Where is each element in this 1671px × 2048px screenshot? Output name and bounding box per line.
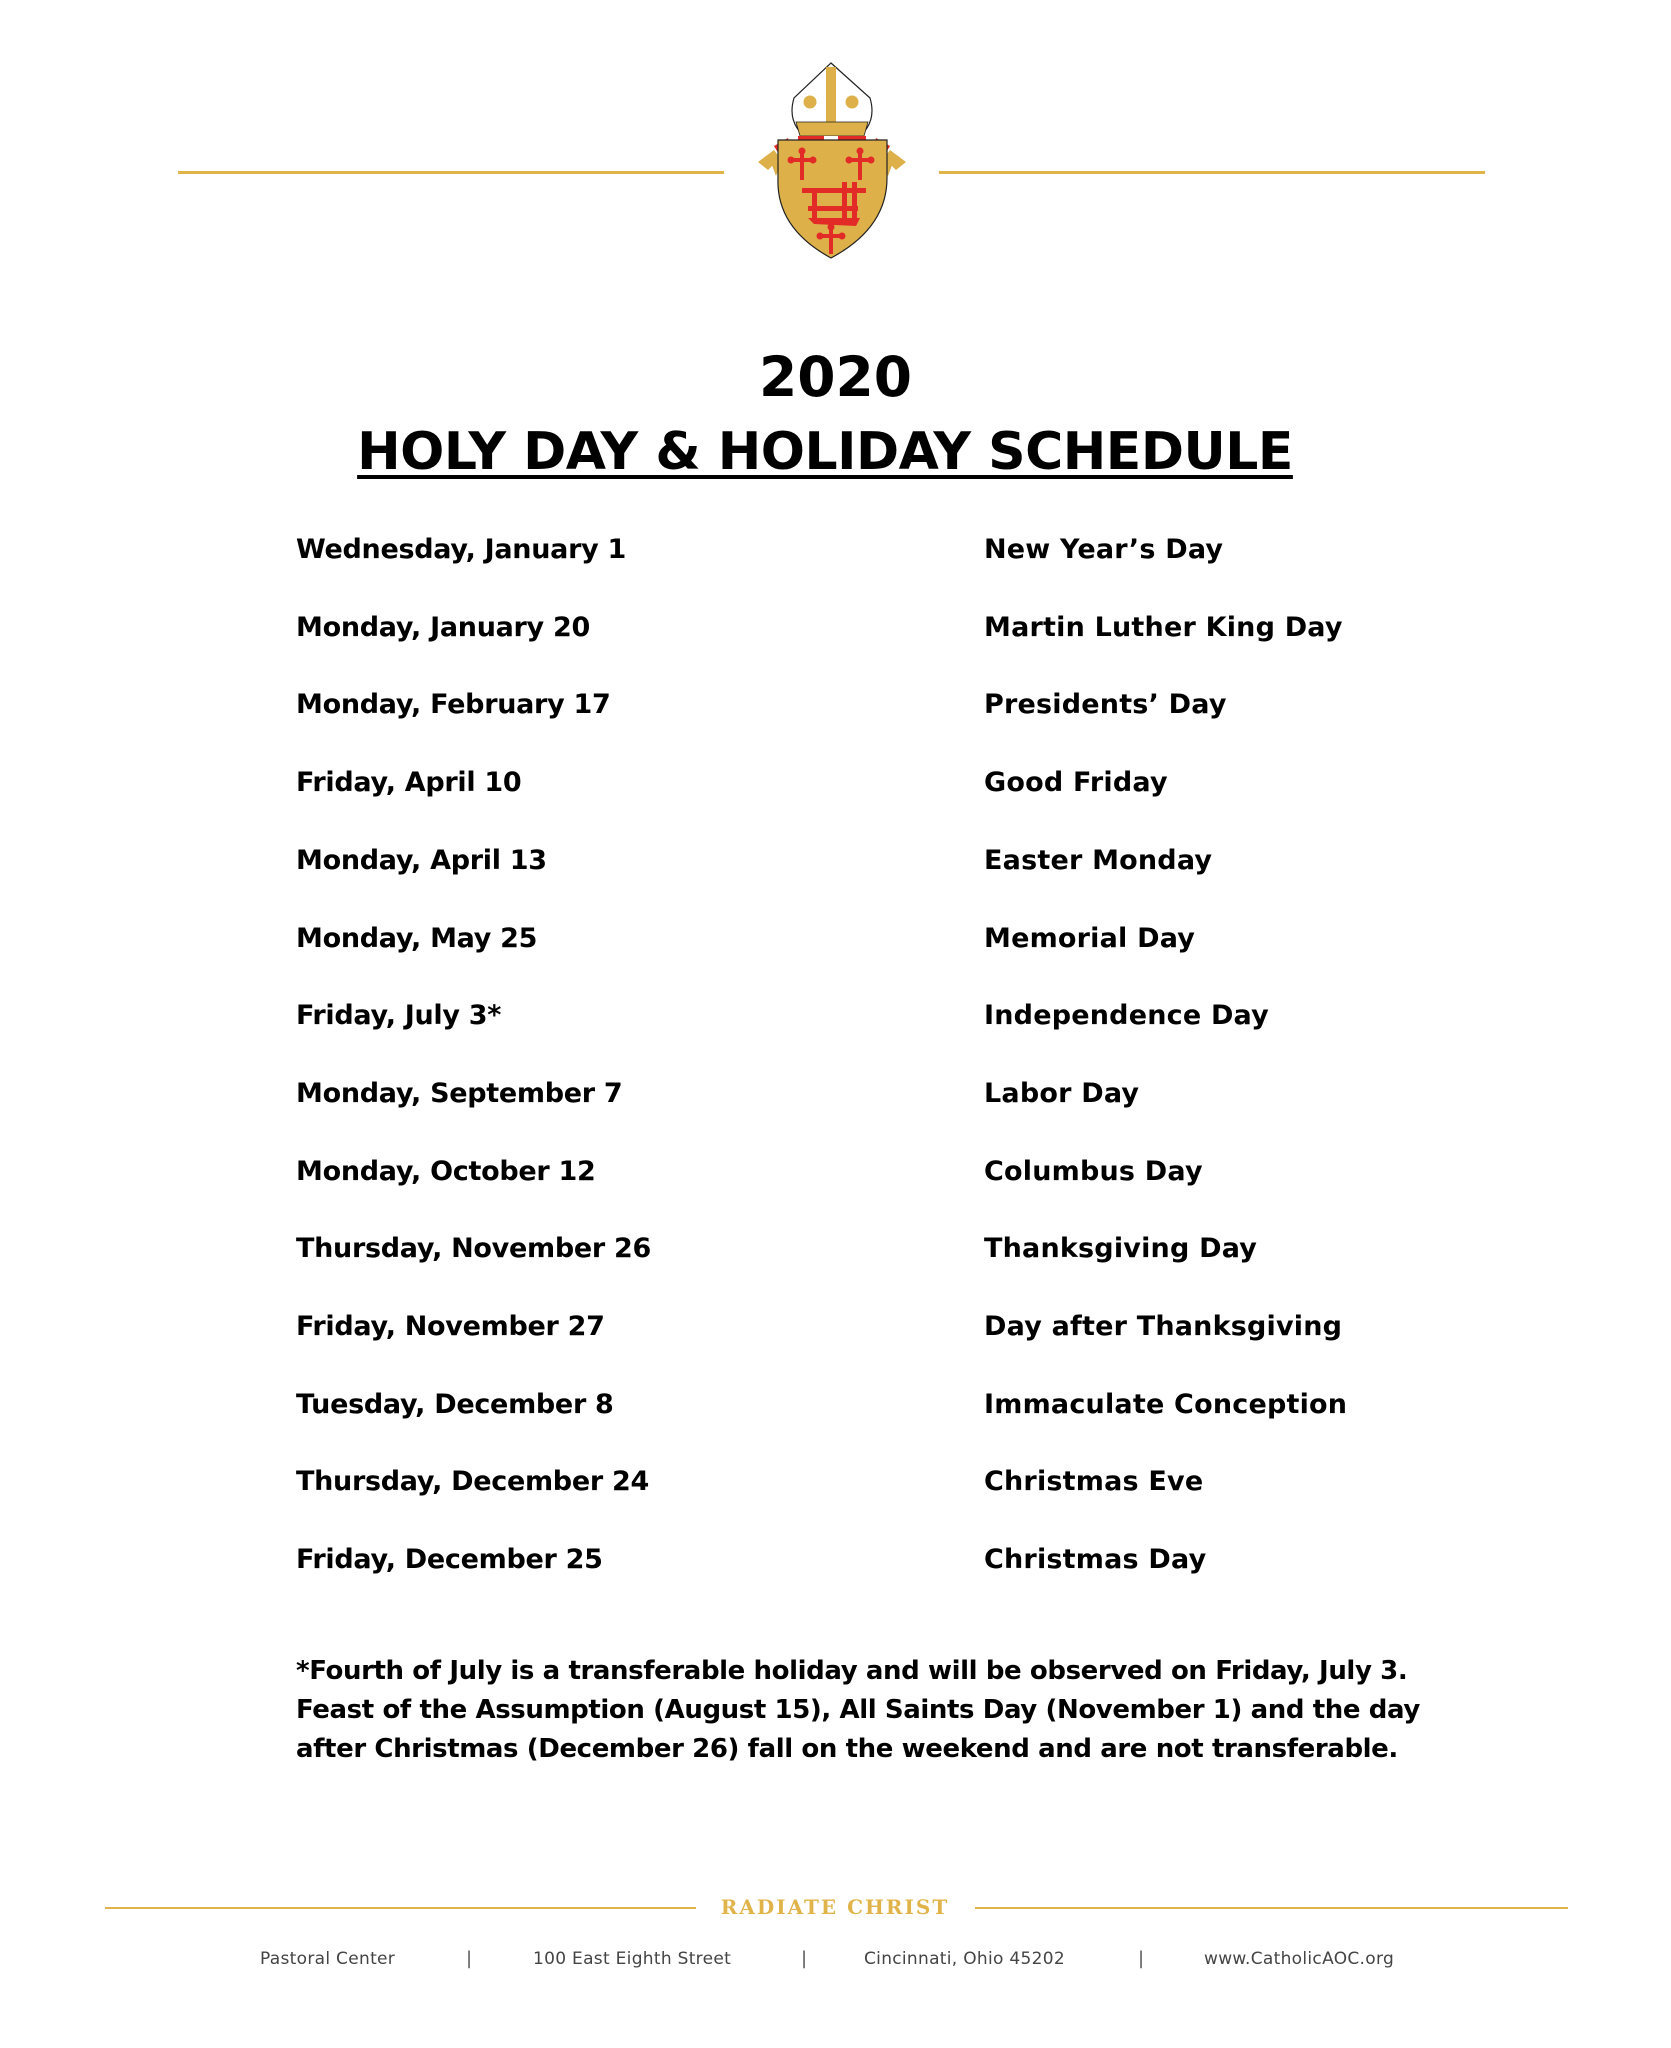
- footer-city-state-zip: Cincinnati, Ohio 45202: [864, 1949, 1065, 1969]
- schedule-row: [296, 685, 1496, 725]
- schedule-holiday: Presidents’ Day: [984, 689, 1227, 721]
- schedule-holiday: Memorial Day: [984, 922, 1196, 954]
- archdiocese-crest-icon: [752, 58, 912, 262]
- schedule-holiday: Independence Day: [984, 1000, 1269, 1032]
- schedule-date: Monday, April 13: [296, 844, 547, 876]
- footer-divider-right: [975, 1907, 1568, 1909]
- footer-website-link[interactable]: www.CatholicAOC.org: [1204, 1949, 1395, 1969]
- footer-separator: |: [466, 1948, 473, 1969]
- schedule-row: [296, 763, 1496, 803]
- schedule-date: Friday, November 27: [296, 1311, 605, 1342]
- footer-separator: |: [801, 1948, 808, 1969]
- footer-motto: RADIATE CHRIST: [720, 1895, 950, 1919]
- schedule-holiday: Thanksgiving Day: [984, 1233, 1258, 1265]
- schedule-date: Monday, February 17: [296, 689, 611, 721]
- schedule-row: [296, 841, 1496, 881]
- schedule-holiday: Labor Day: [984, 1077, 1140, 1109]
- schedule-date: Monday, May 25: [296, 922, 538, 954]
- footer-divider-left: [105, 1907, 696, 1909]
- header-divider-left: [178, 171, 724, 174]
- schedule-row: [296, 1229, 1496, 1269]
- schedule-date: Tuesday, December 8: [296, 1388, 614, 1420]
- schedule-holiday: Christmas Day: [984, 1544, 1207, 1576]
- schedule-row: [296, 530, 1496, 570]
- header-divider-right: [939, 171, 1485, 174]
- document-title: HOLY DAY & HOLIDAY SCHEDULE: [357, 422, 1293, 482]
- schedule-date: Wednesday, January 1: [296, 534, 626, 565]
- schedule-date: Friday, July 3*: [296, 1000, 502, 1032]
- schedule-holiday: Immaculate Conception: [984, 1388, 1348, 1420]
- schedule-date: Monday, September 7: [296, 1077, 623, 1109]
- schedule-date: Monday, January 20: [296, 611, 590, 643]
- schedule-row: [296, 1385, 1496, 1425]
- footnote: [296, 1652, 1476, 1769]
- footer-street-address: 100 East Eighth Street: [533, 1949, 732, 1969]
- footnote-line: Feast of the Assumption (August 15), All Saints Day (November 1) and the day: [296, 1695, 1420, 1725]
- schedule-holiday: Christmas Eve: [984, 1466, 1204, 1498]
- schedule-date: Friday, April 10: [296, 767, 522, 799]
- schedule-row: [296, 919, 1496, 959]
- schedule-row: [296, 1307, 1496, 1347]
- footer-separator: |: [1138, 1948, 1145, 1969]
- schedule-row: [296, 996, 1496, 1036]
- schedule-holiday: Easter Monday: [984, 844, 1213, 876]
- schedule-holiday: Columbus Day: [984, 1155, 1203, 1187]
- schedule-holiday: New Year’s Day: [984, 534, 1224, 565]
- schedule-holiday: Good Friday: [984, 767, 1168, 799]
- schedule-date: Friday, December 25: [296, 1544, 603, 1576]
- schedule-holiday: Martin Luther King Day: [984, 611, 1343, 643]
- footnote-line: after Christmas (December 26) fall on the weekend and are not transferable.: [296, 1734, 1398, 1764]
- document-year: 2020: [758, 345, 913, 409]
- schedule-row: [296, 608, 1496, 648]
- schedule-row: [296, 1074, 1496, 1114]
- schedule-row: [296, 1540, 1496, 1580]
- schedule-date: Thursday, November 26: [296, 1233, 651, 1265]
- schedule-date: Thursday, December 24: [296, 1466, 649, 1498]
- schedule-row: [296, 1462, 1496, 1502]
- footer-pastoral-center: Pastoral Center: [260, 1949, 396, 1969]
- schedule-holiday: Day after Thanksgiving: [984, 1311, 1343, 1342]
- footnote-line: *Fourth of July is a transferable holiday and will be observed on Friday, July 3.: [296, 1656, 1408, 1686]
- schedule-row: [296, 1152, 1496, 1192]
- schedule-date: Monday, October 12: [296, 1155, 596, 1187]
